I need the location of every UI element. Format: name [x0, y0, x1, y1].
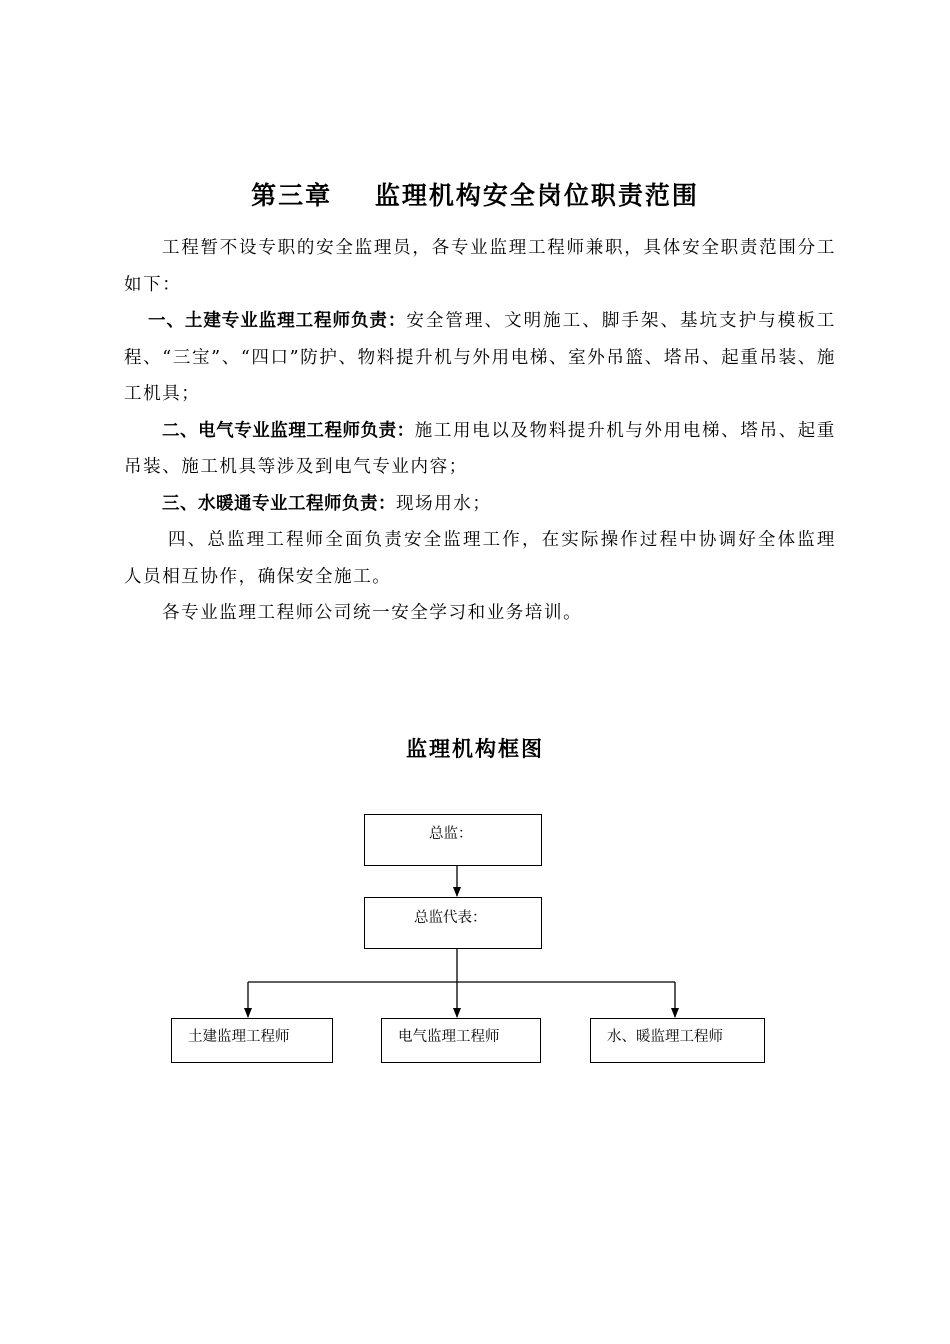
electrical-duty-text: 施工用电以及物料提升机与外用电梯、塔吊、起重吊装、施工机具等涉及到电气专业内容； — [124, 420, 836, 477]
closing-paragraph: 各专业监理工程师公司统一安全学习和业务培训。 — [162, 603, 583, 623]
electrical-engineer-label: 电气监理工程师 — [398, 1029, 500, 1045]
deputy-label: 总监代表： — [414, 910, 487, 926]
civil-duty-text: 安全管理、文明施工、脚手架、基坑支护与模板工程、“三宝”、“四口”防护、物料提升机与外用电梯、室外吊篮、塔吊、起重吊装、施工机具； — [124, 311, 837, 404]
director-box — [364, 814, 542, 866]
org-chart-title: 监理机构框图 — [406, 737, 544, 761]
plumbing-duty-text: 现场用水； — [396, 493, 492, 514]
intro-paragraph: 工程暂不设专职的安全监理员，各专业监理工程师兼职，具体安全职责范围分工如下： — [124, 238, 836, 295]
chapter-title: 第三章 监理机构安全岗位职责范围 — [251, 181, 699, 210]
electrical-duty-lead: 二、电气专业监理工程师负责： — [162, 420, 415, 441]
plumbing-engineer-box — [590, 1018, 765, 1063]
director-duty-paragraph: 四、总监理工程师全面负责安全监理工作，在实际操作过程中协调好全体监理人员相互协作，确保安全施工。 — [124, 530, 836, 587]
civil-engineer-label: 土建监理工程师 — [188, 1029, 290, 1045]
civil-engineer-box — [171, 1018, 333, 1063]
plumbing-duty-lead: 三、水暖通专业工程师负责： — [162, 493, 396, 514]
plumbing-engineer-label: 水、暖监理工程师 — [607, 1029, 723, 1045]
civil-duty-lead: 一、土建专业监理工程师负责： — [148, 311, 407, 331]
deputy-box — [364, 897, 542, 949]
director-label: 总监： — [429, 826, 473, 842]
electrical-engineer-box — [381, 1018, 541, 1063]
